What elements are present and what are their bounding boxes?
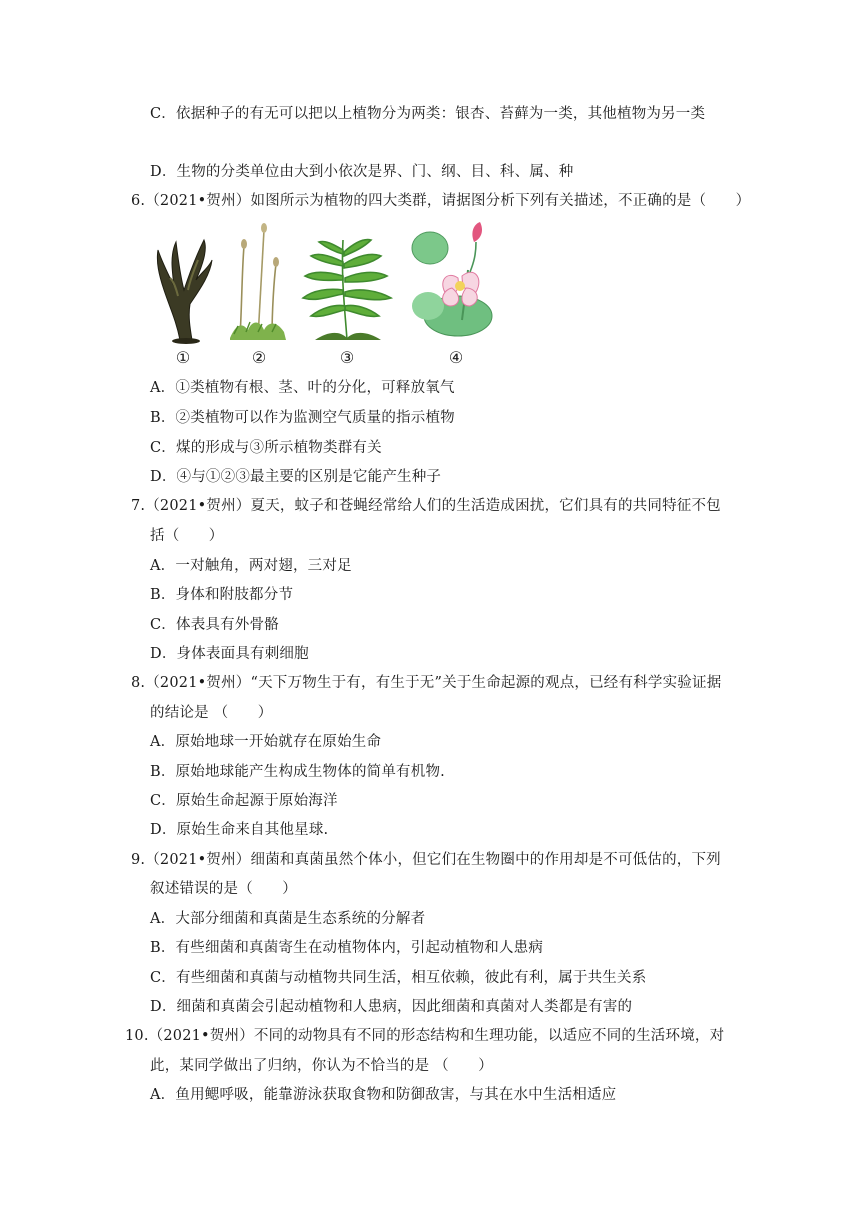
question-8-stem-continued: 的结论是 （ ） bbox=[150, 705, 273, 721]
plate-label-4: ④ bbox=[448, 348, 464, 367]
question-5-option-c: C．依据种子的有无可以把以上植物分为两类：银杏、苔藓为一类，其他植物为另一类 bbox=[150, 106, 706, 122]
question-6-option-b: B．②类植物可以作为监测空气质量的指示植物 bbox=[150, 410, 455, 426]
question-9-option-b: B．有些细菌和真菌寄生在动植物体内，引起动植物和人患病 bbox=[150, 940, 544, 956]
question-9-stem-continued: 叙述错误的是（ ） bbox=[150, 881, 297, 897]
question-6-option-a: A．①类植物有根、茎、叶的分化，可释放氧气 bbox=[150, 380, 455, 396]
plate-4 bbox=[408, 220, 503, 367]
question-7-option-b: B．身体和附肢都分节 bbox=[150, 587, 294, 603]
question-8-stem: 8.（2021•贺州）“天下万物生于有，有生于无”关于生命起源的观点，已经有科学实验证据 bbox=[131, 675, 722, 691]
question-9-option-d: D．细菌和真菌会引起动植物和人患病，因此细菌和真菌对人类都是有害的 bbox=[150, 999, 633, 1015]
plate-label-2: ② bbox=[251, 348, 267, 367]
question-5-option-d: D．生物的分类单位由大到小依次是界、门、纲、目、科、属、种 bbox=[150, 164, 574, 180]
plant-groups-figure bbox=[150, 220, 510, 370]
plate-label-3: ③ bbox=[339, 348, 355, 367]
lotus-image bbox=[408, 220, 503, 345]
plate-label-1: ① bbox=[175, 348, 191, 367]
question-6-option-c: C．煤的形成与③所示植物类群有关 bbox=[150, 440, 382, 456]
question-6-option-d: D．④与①②③最主要的区别是它能产生种子 bbox=[150, 469, 442, 485]
question-8-option-b: B．原始地球能产生构成生物体的简单有机物. bbox=[150, 764, 445, 780]
moss-image bbox=[228, 220, 290, 345]
plate-3 bbox=[295, 220, 400, 367]
plate-1 bbox=[150, 220, 215, 367]
question-8-option-d: D．原始生命来自其他星球. bbox=[150, 822, 329, 838]
question-10-stem: 10.（2021•贺州）不同的动物具有不同的形态结构和生理功能，以适应不同的生活环境，对 bbox=[125, 1028, 725, 1044]
question-9-stem: 9.（2021•贺州）细菌和真菌虽然个体小，但它们在生物圈中的作用却是不可低估的，下列 bbox=[131, 852, 721, 868]
question-9-option-c: C．有些细菌和真菌与动植物共同生活，相互依赖，彼此有利，属于共生关系 bbox=[150, 970, 647, 986]
question-7-option-a: A．一对触角，两对翅，三对足 bbox=[150, 558, 352, 574]
question-8-option-c: C．原始生命起源于原始海洋 bbox=[150, 793, 338, 809]
question-7-stem: 7.（2021•贺州）夏天，蚊子和苍蝇经常给人们的生活造成困扰，它们具有的共同特征不包 bbox=[131, 498, 721, 514]
fern-image bbox=[295, 220, 400, 345]
question-7-option-d: D．身体表面具有刺细胞 bbox=[150, 646, 309, 662]
question-6-stem: 6.（2021•贺州）如图所示为植物的四大类群，请据图分析下列有关描述，不正确的是（ ） bbox=[131, 193, 751, 209]
question-10-stem-continued: 此，某同学做出了归纳，你认为不恰当的是 （ ） bbox=[150, 1058, 493, 1074]
question-8-option-a: A．原始地球一开始就存在原始生命 bbox=[150, 734, 382, 750]
seaweed-alga-image bbox=[150, 220, 215, 345]
question-10-option-a: A．鱼用鳃呼吸，能靠游泳获取食物和防御敌害，与其在水中生活相适应 bbox=[150, 1087, 617, 1103]
question-7-option-c: C．体表具有外骨骼 bbox=[150, 617, 279, 633]
plate-2 bbox=[228, 220, 290, 367]
question-7-stem-continued: 括（ ） bbox=[150, 528, 224, 544]
question-9-option-a: A．大部分细菌和真菌是生态系统的分解者 bbox=[150, 911, 426, 927]
